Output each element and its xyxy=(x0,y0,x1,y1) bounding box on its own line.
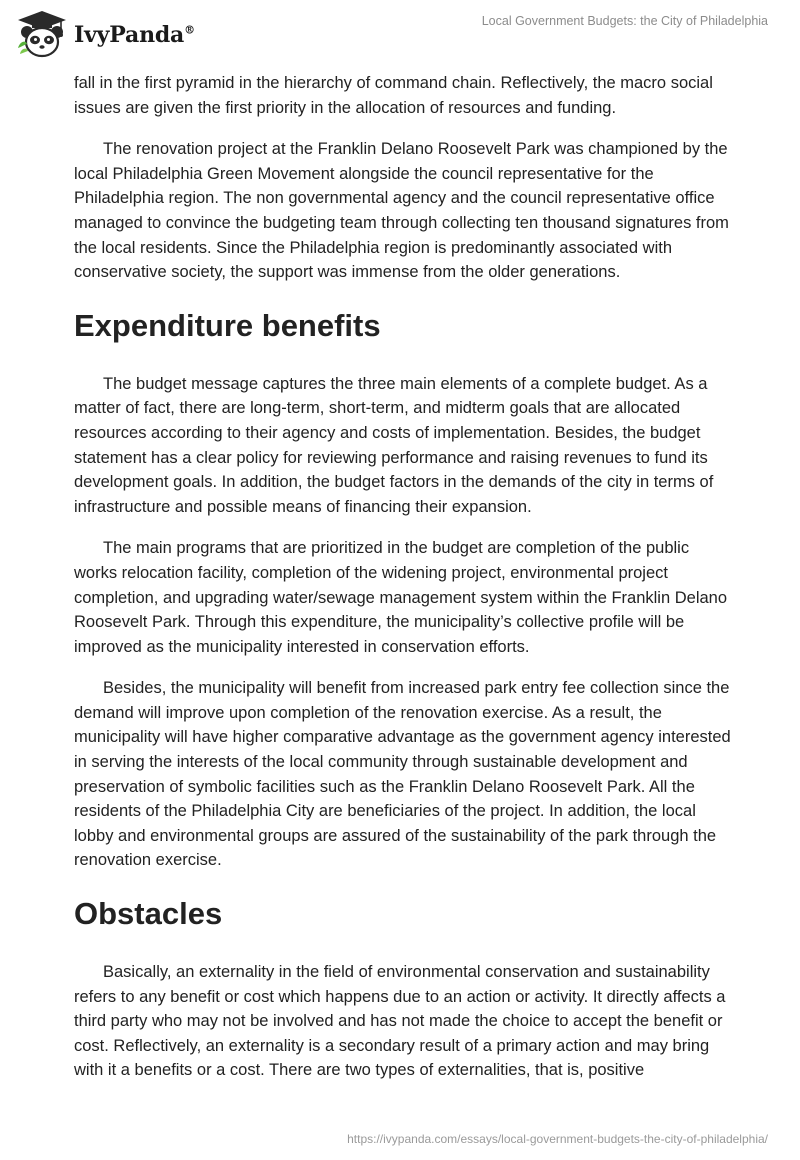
source-url[interactable]: https://ivypanda.com/essays/local-government-budgets-the-city-of-philadelphia/ xyxy=(347,1132,768,1146)
paragraph: fall in the first pyramid in the hierarchy of command chain. Reflectively, the macro social issues are given the first priority in the allocation of resources and funding. xyxy=(74,74,713,117)
panda-graduation-icon xyxy=(14,8,70,62)
registered-mark: ® xyxy=(184,23,195,37)
paragraph: Basically, an externality in the field of environmental conservation and sustainability refers to any benefit or cost which happens due to an action or activity. It directly affects a third party who may not be involved and has not made the choice to accept the benefit or cost. Reflectively, an externality is a secondary result of a primary action and may bring with it a benefits or a cost. There are two types of externalities, that is, positive xyxy=(74,963,726,1080)
section-heading: Obstacles xyxy=(74,896,223,932)
brand-logo[interactable] xyxy=(14,8,195,62)
paragraph: The main programs that are prioritized in the budget are completion of the public works relocation facility, completion of the widening project, environmental project completion, and upgrading water/sewage management system within the Franklin Delano Roosevelt Park. Through this expenditure, the municipality’s collective profile will be improved as the municipality interested in conservation efforts. xyxy=(74,539,728,656)
brand-name: IvyPanda® xyxy=(74,22,195,48)
section-heading: Expenditure benefits xyxy=(74,307,381,343)
paragraph: The budget message captures the three main elements of a complete budget. As a matter of fact, there are long-term, short-term, and midterm goals that are allocated resources according to their agency and costs of implementation. Besides, the budget statement has a clear policy for reviewing performance and raising revenues to fund its development goals. In addition, the budget factors in the demands of the city in terms of infrastructure and possible means of financing their expansion. xyxy=(74,374,714,516)
essay-body xyxy=(74,71,734,1100)
document-title: Local Government Budgets: the City of Philadelphia xyxy=(481,14,768,28)
paragraph: The renovation project at the Franklin Delano Roosevelt Park was championed by the local Philadelphia Green Movement alongside the council representative for the Philadelphia region. The non governmental agency and the council representative office managed to convince the budgeting team through collecting ten thousand signatures from the local residents. Since the Philadelphia region is predominantly associated with conservative society, the support was immense from the older generations. xyxy=(74,140,729,282)
page-header xyxy=(0,0,800,70)
paragraph: Besides, the municipality will benefit from increased park entry fee collection since the demand will improve upon completion of the renovation exercise. As a result, the municipality will have higher comparative advantage as the government agency interested in serving the interests of the local community through sustainable development and preservation of symbolic facilities such as the Franklin Delano Roosevelt Park. All the residents of the Philadelphia City are beneficiaries of the project. In addition, the local lobby and environmental groups are assured of the sustainability of the park through the renovation exercise. xyxy=(74,679,731,870)
